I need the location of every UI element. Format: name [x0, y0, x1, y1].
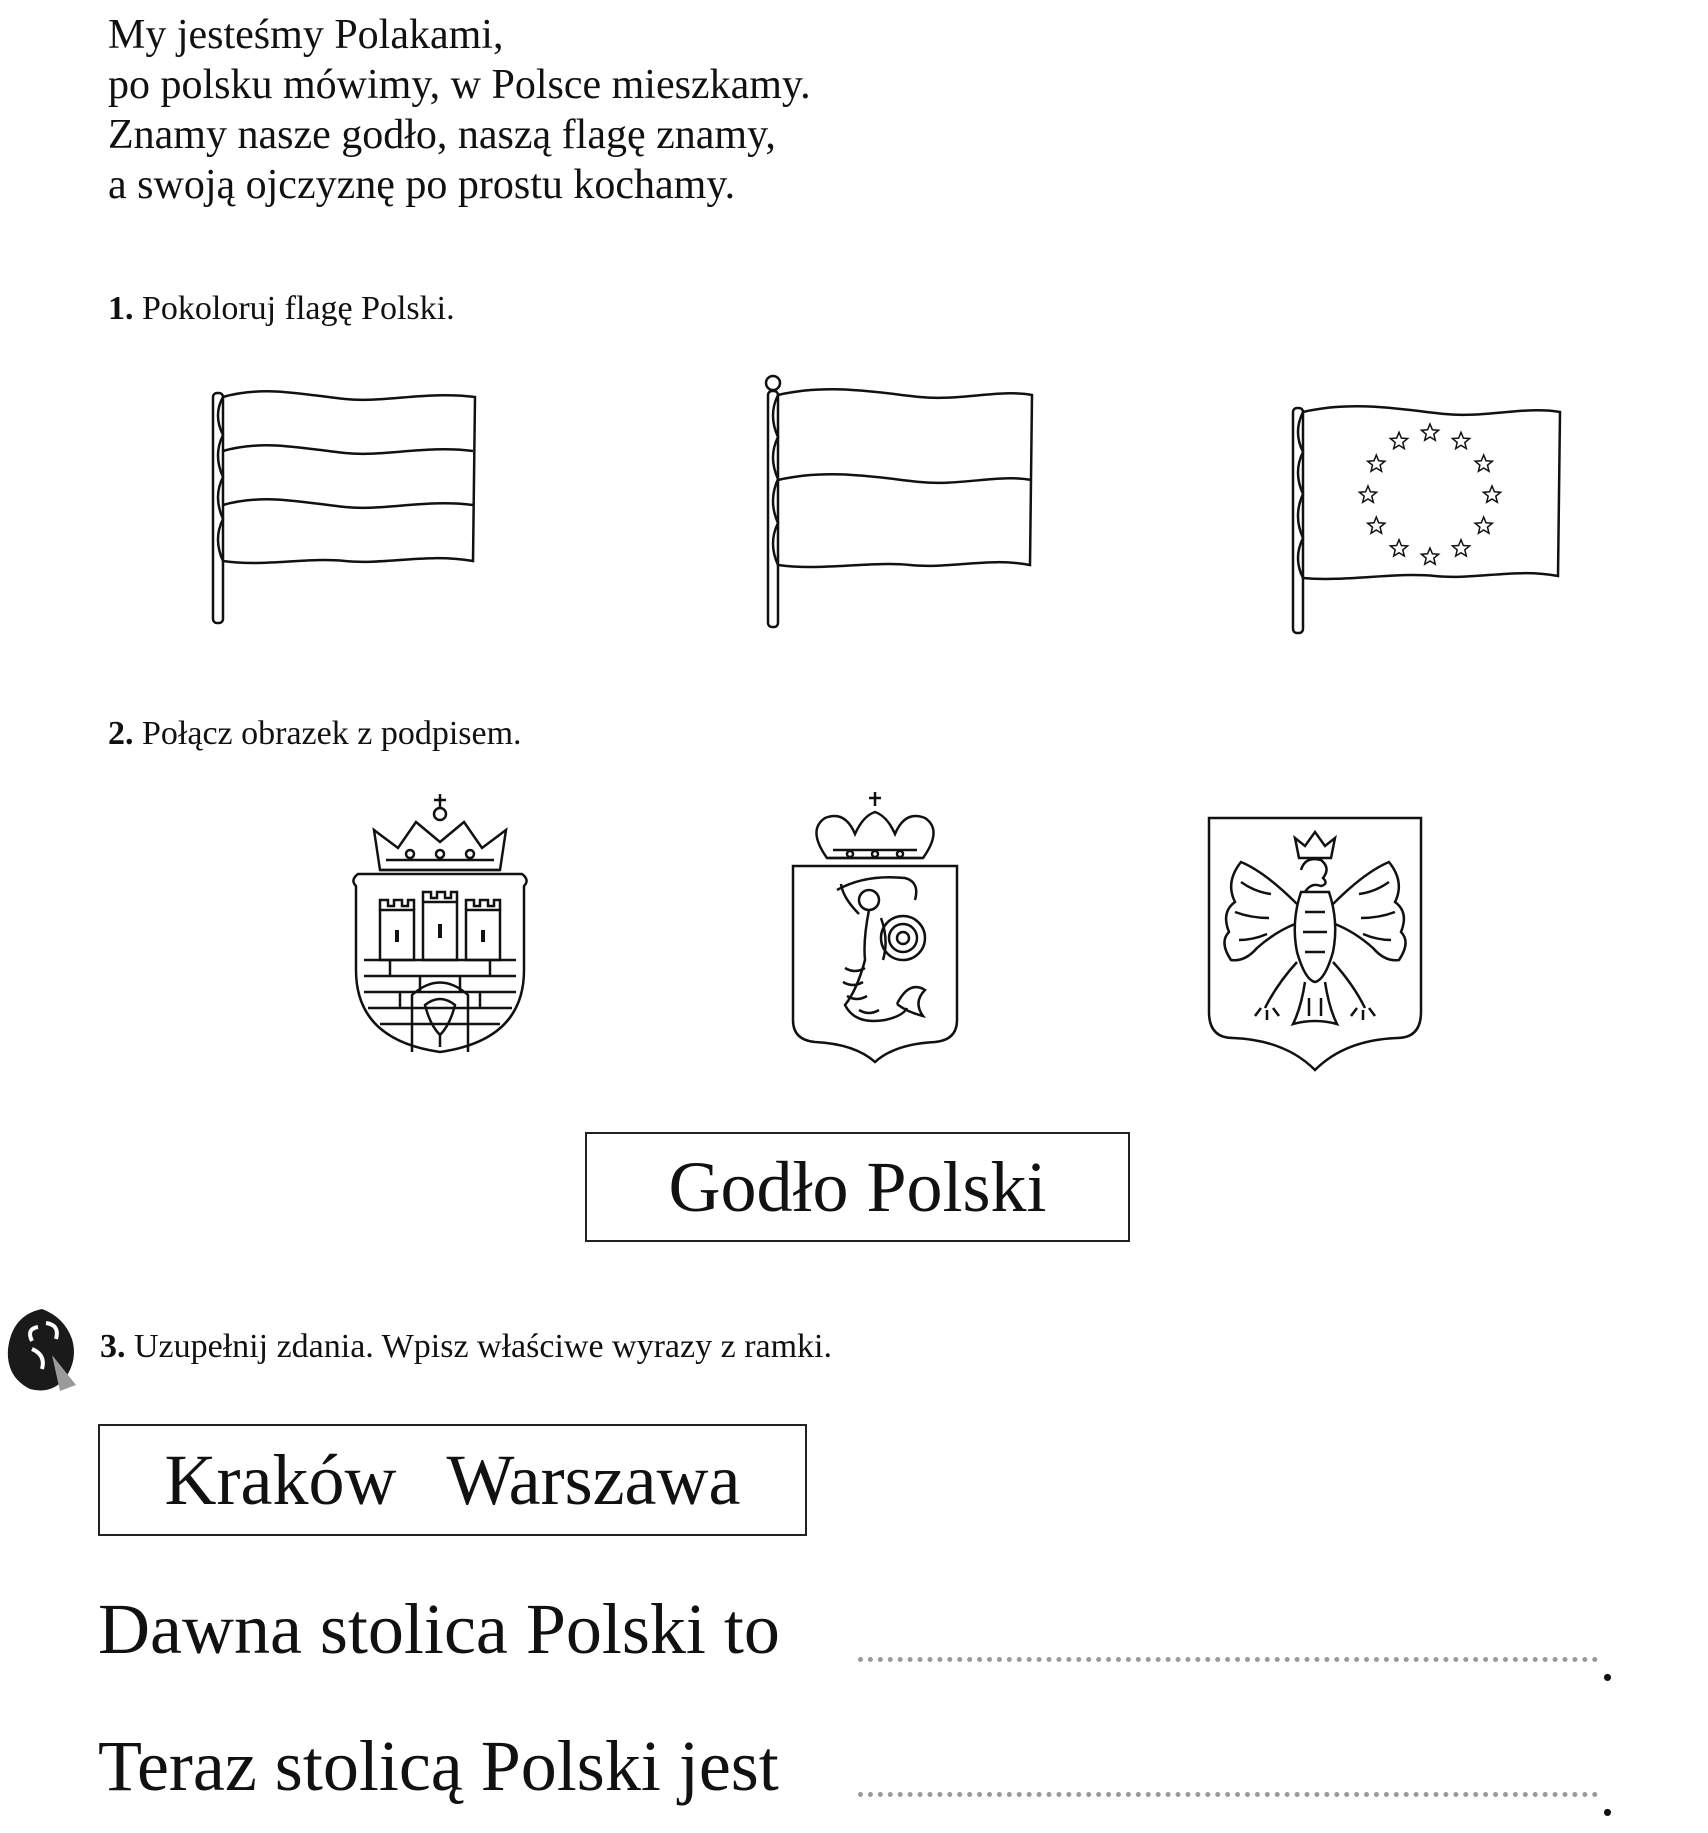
warsaw-mermaid-crest-icon[interactable] [785, 790, 965, 1070]
poem-line: My jesteśmy Polakami, [108, 12, 504, 58]
poem-line: Znamy nasze godło, naszą flagę znamy, [108, 112, 776, 158]
poem [108, 10, 811, 210]
task-2-text: Połącz obrazek z podpisem. [142, 715, 522, 752]
coat-of-arms-label-box[interactable] [585, 1132, 1130, 1242]
word-krakow[interactable]: Kraków [164, 1439, 397, 1520]
eu-star-icon [1390, 540, 1407, 556]
eu-star-icon [1483, 486, 1500, 502]
three-stripe-flag-icon[interactable] [205, 385, 495, 635]
krakow-crest-icon[interactable] [350, 790, 530, 1060]
sentence-former-capital: Dawna stolica Polski to [98, 1589, 780, 1669]
task-1-number: 1. [108, 290, 134, 327]
eu-star-icon [1368, 455, 1385, 471]
two-stripe-flag-icon[interactable] [760, 375, 1050, 645]
sentence-2-period: . [1600, 1762, 1615, 1828]
answer-blank-2[interactable] [858, 1792, 1598, 1797]
word-warszawa[interactable]: Warszawa [446, 1439, 741, 1520]
eu-star-icon [1452, 540, 1469, 556]
task-1-instruction [108, 290, 455, 328]
task-2-number: 2. [108, 715, 134, 752]
leaf-icon [2, 1305, 80, 1395]
task-1-text: Pokoloruj flagę Polski. [142, 290, 455, 327]
eu-star-icon [1421, 424, 1438, 440]
eu-star-icon [1421, 548, 1438, 564]
eu-star-icon [1359, 486, 1376, 502]
task-3-number: 3. [100, 1328, 126, 1365]
eu-star-icon [1452, 432, 1469, 448]
sentence-current-capital: Teraz stolicą Polski jest [98, 1726, 779, 1806]
eu-star-icon [1475, 455, 1492, 471]
poem-line: po polsku mówimy, w Polsce mieszkamy. [108, 62, 811, 108]
task-3-instruction [100, 1328, 832, 1366]
eu-star-icon [1368, 517, 1385, 533]
eu-flag-icon[interactable] [1285, 400, 1575, 640]
answer-blank-1[interactable] [858, 1657, 1598, 1662]
sentence-1-period: . [1600, 1627, 1615, 1693]
eu-star-icon [1390, 432, 1407, 448]
coat-of-arms-label: Godło Polski [668, 1146, 1047, 1227]
task-2-instruction [108, 715, 522, 753]
task-3-text: Uzupełnij zdania. Wpisz właściwe wyrazy z ramki. [134, 1328, 832, 1365]
poem-line: a swoją ojczyznę po prostu kochamy. [108, 162, 736, 208]
polish-eagle-crest-icon[interactable] [1205, 812, 1425, 1072]
word-bank-box [98, 1424, 807, 1536]
eu-star-icon [1475, 517, 1492, 533]
